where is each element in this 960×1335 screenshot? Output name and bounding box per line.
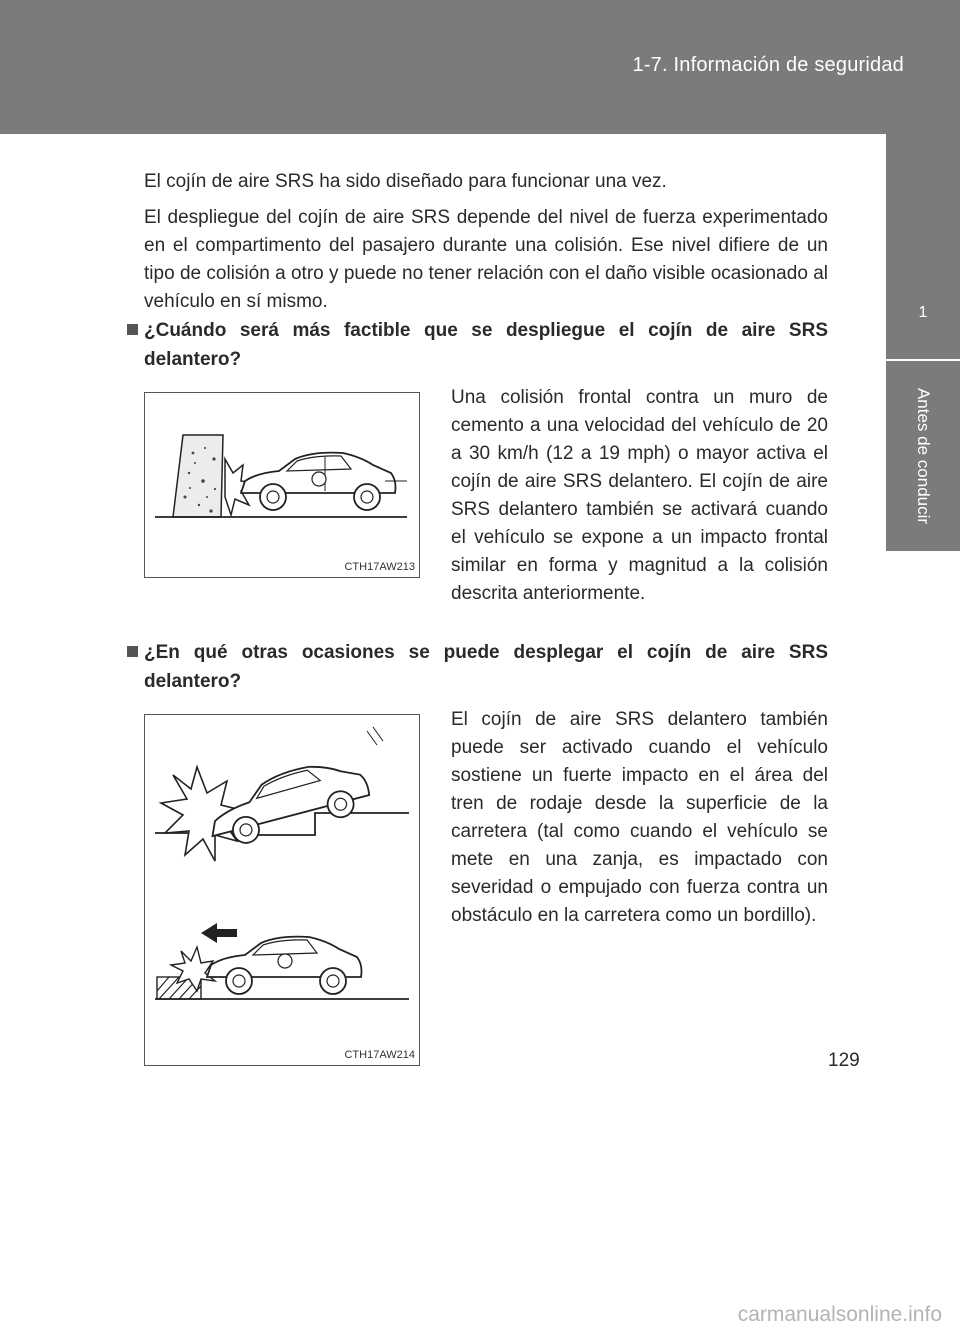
section2-body: El cojín de aire SRS delantero también puede ser activado cuando el vehículo sostiene un fuerte impacto en el área del tren de rodaje desde la superficie de la carretera (tal como cuando el vehículo se mete en una zanja, es impactado con severidad o empujado con fuerza contra un obstáculo en la carretera como un bordillo). [451,709,828,926]
section1-heading-line2: delantero? [144,349,242,370]
chapter-title-tab [886,361,960,551]
intro-paragraph-2: El despliegue del cojín de aire SRS depende del nivel de fuerza experimentado en el compartimento del pasajero durante una colisión. Ese nivel difiere de un tipo de colisión a otro y puede no tener relación con el daño visible ocasionado al vehículo en sí mismo. [144,207,828,312]
section-title: 1-7. Información de seguridad [632,54,904,76]
page-number: 129 [828,1050,860,1071]
chapter-tab [886,134,960,359]
section1-body: Una colisión frontal contra un muro de cemento a una velocidad del vehículo de 20 a 30 km/h (12 a 19 mph) o mayor activa el cojín de aire SRS delantero. El cojín de aire SRS delantero también se activará cuando el vehículo se expone a un impacto frontal similar en forma y magnitud a la colisión descrita anteriormente. [451,387,828,604]
square-bullet-icon [127,324,138,335]
section2-heading-line2: delantero? [144,671,242,692]
section2-heading-line1: ¿En qué otras ocasiones se puede desplegar el cojín de aire SRS [144,642,828,663]
watermark: carmanualsonline.info [737,1303,942,1326]
figure-underbody-impact [144,714,420,1066]
frontal-collision-illustration [145,393,419,577]
section2-heading [127,638,828,696]
intro-paragraph-1: El cojín de aire SRS ha sido diseñado para funcionar una vez. [144,171,667,192]
figure-code: CTH17AW213 [344,561,415,573]
underbody-impact-illustration [145,715,419,1065]
figure-frontal-collision [144,392,420,578]
section1-heading-line1: ¿Cuándo será más factible que se despliegue el cojín de aire SRS [144,320,828,341]
chapter-title: Antes de conducir [914,387,933,525]
page-header [0,0,960,134]
chapter-number: 1 [918,304,928,321]
square-bullet-icon [127,646,138,657]
section1-heading [127,316,828,374]
figure-code: CTH17AW214 [344,1049,415,1061]
